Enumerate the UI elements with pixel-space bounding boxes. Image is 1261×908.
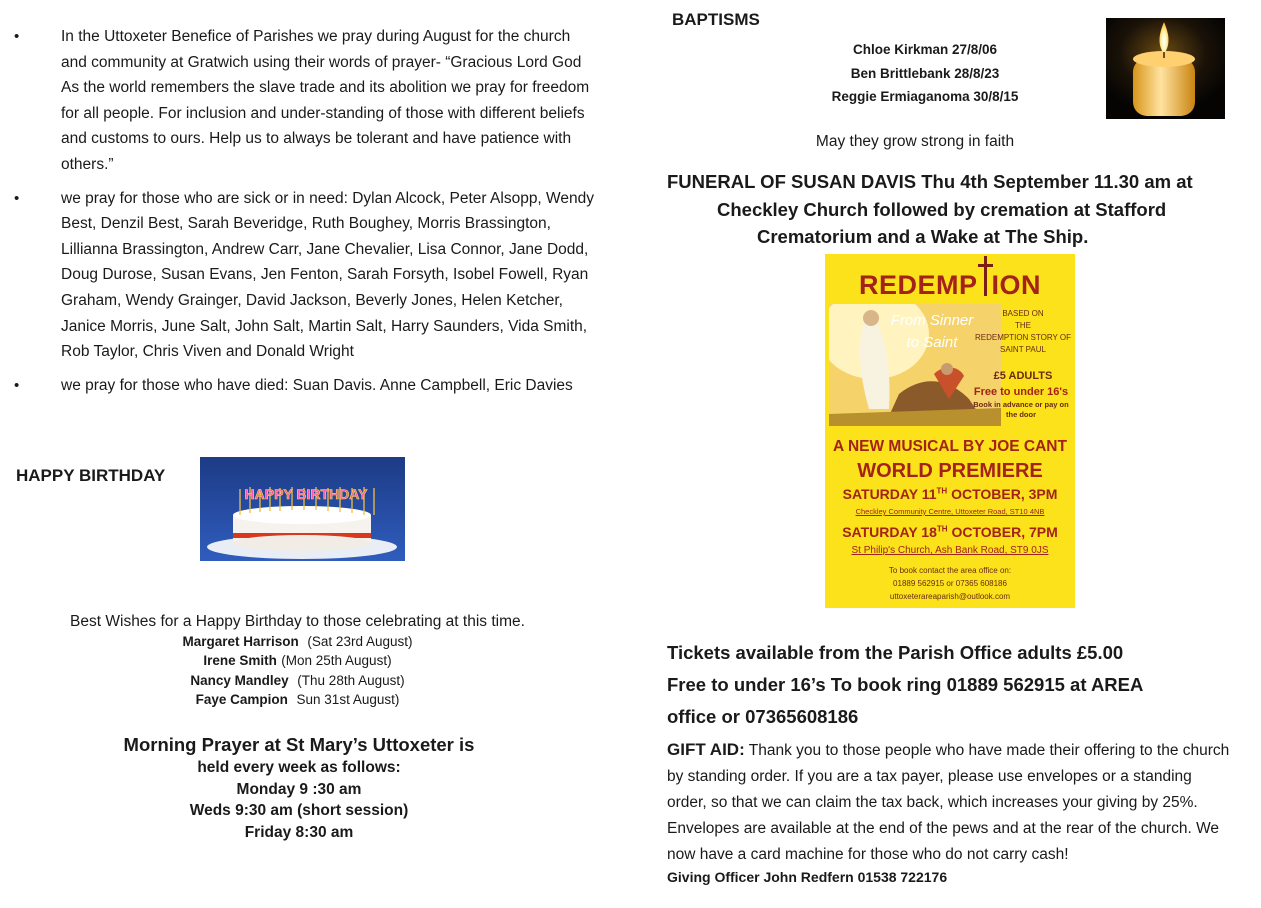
birthday-cake-image [200, 457, 405, 561]
gift-aid-label: GIFT AID: [667, 740, 745, 759]
poster-title-a: REDEMP [858, 270, 978, 300]
prayer-departed: • we pray for those who have died: Suan Davis. Anne Campbell, Eric Davies [14, 373, 594, 399]
list-item [40, 690, 555, 710]
birthday-date: (Sat 23rd August) [307, 633, 413, 649]
poster-musical: A NEW MUSICAL BY JOE CANT [833, 438, 1067, 455]
poster-show2-time: OCTOBER, 7PM [947, 524, 1058, 540]
birthday-heading: HAPPY BIRTHDAY [16, 466, 166, 485]
prayer-sick-list: • we pray for those who are sick or in need: Dylan Alcock, Peter Alsopp, Wendy Best, Denzil Best, Sarah Beveridge, Ruth Boughey, Morris Brassington, Lillianna Brassington, Andrew Carr, Jane Chevalier, Lisa Connor, Jane Dodd, Doug Durose, Susan Evans, Jen Fenton, Sarah Forsyth, Isobel Fowell, Ryan Graham, Wendy Grainger, David Jackson, Beverly Jones, Helen Ketcher, Janice Morris, June Salt, John Salt, Martin Salt, Harry Saunders, Vida Smith, Rob Taylor, Chris Viven and Donald Wright [14, 186, 594, 365]
poster-show1 [825, 486, 1075, 502]
list-item [40, 671, 555, 691]
morning-prayer-block [60, 733, 538, 843]
funeral-line: Crematorium and a Wake at The Ship. [757, 226, 1089, 247]
giving-officer: Giving Officer John Redfern 01538 722176 [667, 869, 948, 885]
list-item: Chloe Kirkman 27/8/06 [852, 42, 998, 57]
poster-subtitle: From Sinner to Saint [890, 312, 974, 351]
birthday-name: Margaret Harrison [182, 633, 299, 649]
birthday-name: Nancy Mandley [190, 672, 289, 688]
poster-price: £5 ADULTS [993, 370, 1053, 382]
prayer-intercession: • In the Uttoxeter Benefice of Parishes we pray during August for the church and community at Gratwich using their words of prayer- “Gracious Lord God As the world remembers the slave trade and its abolition we pray for freedom for all people. For inclusion and under-standing of those with different beliefs and customs to ours. Help us to always be tolerant and have patience with others.” [14, 24, 594, 178]
poster-show1-venue: Checkley Community Centre, Uttoxeter Road, ST10 4NB [855, 507, 1045, 516]
list-item: Reggie Ermiaganoma 30/8/15 [831, 89, 1019, 104]
poster-based-on: BASED ON THE REDEMPTION STORY OF SAINT PAUL [974, 309, 1071, 354]
cross-icon [978, 270, 992, 301]
birthday-list [40, 612, 555, 710]
poster-show1-date: SATURDAY 11 [842, 486, 937, 502]
morning-prayer-subtitle: held every week as follows: [197, 759, 401, 776]
baptisms-heading: BAPTISMS [672, 10, 760, 29]
tickets-notice [667, 637, 1227, 733]
poster-show1-time: OCTOBER, 3PM [947, 486, 1058, 502]
birthday-name: Faye Campion [195, 692, 288, 707]
prayer-list [14, 24, 594, 406]
morning-prayer-time: Weds 9:30 am (short session) [189, 802, 409, 819]
cake-candle-letters: HAPPY BIRTHDAY [244, 486, 368, 502]
poster-show2-date: SATURDAY 18 [842, 524, 937, 540]
baptism-list [790, 38, 1060, 109]
poster-phones: 01889 562915 or 07365 608186 [893, 579, 1007, 588]
funeral-line: FUNERAL OF SUSAN DAVIS Thu 4th September 11.30 am at [667, 171, 1193, 192]
list-item: Ben Brittlebank 28/8/23 [850, 65, 1000, 81]
morning-prayer-time: Monday 9 :30 am [236, 780, 362, 798]
candle-image [1106, 18, 1225, 119]
tickets-line: Tickets available from the Parish Office adults £5.00 [667, 642, 1124, 663]
poster-contact: To book contact the area office on: [888, 566, 1012, 575]
poster-book: Book in advance or pay on the door [973, 400, 1069, 419]
birthday-date: (Mon 25th August) [281, 653, 392, 668]
poster-free: Free to under 16's [973, 386, 1069, 398]
birthday-name: Irene Smith [203, 653, 277, 668]
morning-prayer-title: Morning Prayer at St Mary’s Uttoxeter is [123, 734, 475, 755]
redemption-poster [825, 254, 1075, 608]
list-item [40, 651, 555, 671]
poster-email: uttoxeterareaparish@outlook.com [889, 592, 1011, 601]
gift-aid-notice [667, 737, 1232, 868]
poster-premiere: WORLD PREMIERE [857, 460, 1043, 482]
gift-aid-text: Thank you to those people who have made their offering to the church by standing order. If you are a tax payer, please use envelopes or a standing order, so that we can claim the tax back, which increases your giving by 25%. Envelopes are available at the end of the pews and at the rear of the church. We now have a card machine for those who do not carry cash! [667, 742, 1230, 863]
poster-title [825, 270, 1075, 301]
list-item [40, 632, 555, 652]
tickets-line: Free to under 16’s To book ring 01889 562915 at AREA [667, 674, 1144, 695]
poster-title-b: ION [991, 270, 1042, 300]
tickets-line: office or 07365608186 [667, 706, 859, 727]
poster-show1-sup: TH [936, 486, 948, 496]
poster-show2 [825, 524, 1075, 540]
poster-show2-sup: TH [936, 524, 948, 534]
birthday-date: Sun 31st August) [296, 692, 400, 707]
faith-line: May they grow strong in faith [815, 133, 1015, 150]
morning-prayer-time: Friday 8:30 am [244, 823, 354, 841]
poster-show2-venue: St Philip's Church, Ash Bank Road, ST9 0JS [851, 545, 1049, 556]
funeral-notice [667, 168, 1247, 251]
birthday-intro: Best Wishes for a Happy Birthday to those celebrating at this time. [70, 613, 525, 630]
birthday-date: (Thu 28th August) [297, 672, 405, 688]
funeral-line: Checkley Church followed by cremation at Stafford [717, 198, 1167, 220]
